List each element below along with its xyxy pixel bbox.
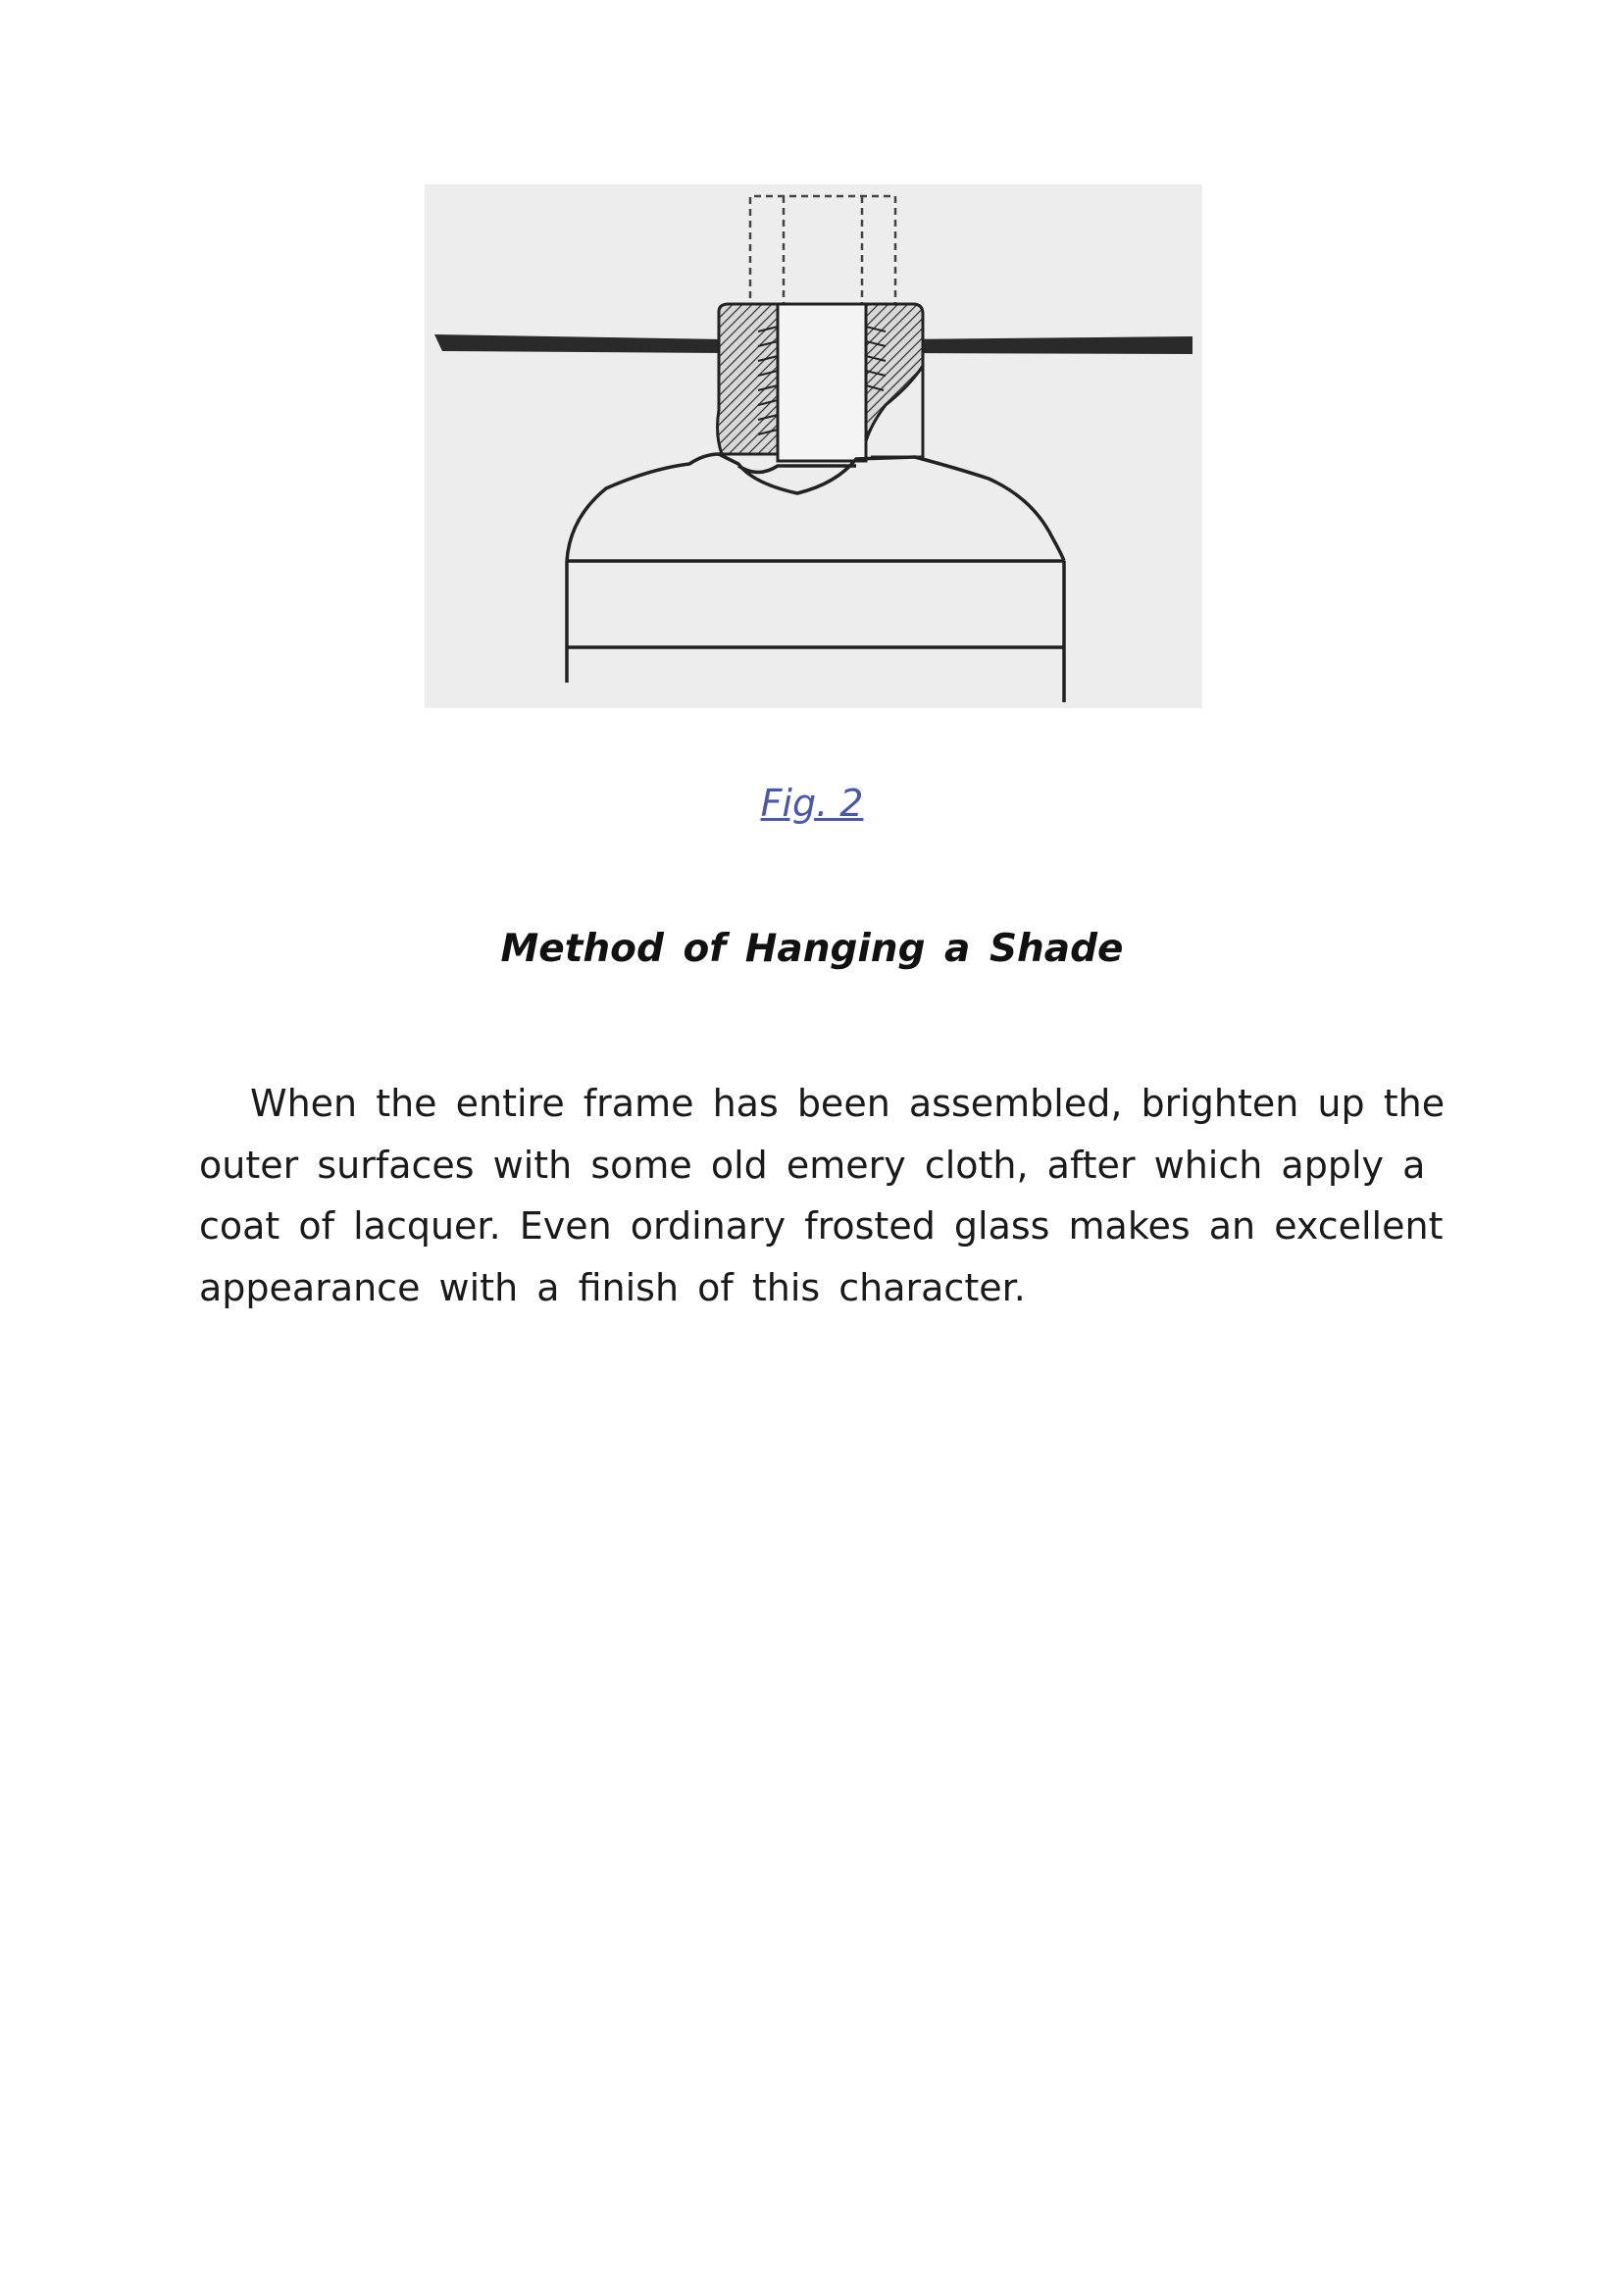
inner-rod [778,304,866,461]
paragraph-line: appearance with a finish of this character. [199,1265,1026,1309]
paragraph-line: When the entire frame has been assembled, brighten up the [250,1082,1446,1125]
body-paragraph [199,1073,1446,1318]
shade-hanging-drawing [425,184,1202,708]
dashed-rod-outline [750,196,895,310]
paragraph-line: coat of lacquer. Even ordinary frosted glass makes an excellent [199,1204,1444,1248]
fixture-cap [567,454,1064,702]
figure-label[interactable] [0,782,1624,825]
shade-hanging-illustration [425,184,1202,708]
figure-label-link[interactable]: Fig. 2 [760,782,864,825]
figure-caption: Method of Hanging a Shade [500,927,1124,971]
paragraph-line: outer surfaces with some old emery cloth, after which apply a [199,1143,1426,1187]
